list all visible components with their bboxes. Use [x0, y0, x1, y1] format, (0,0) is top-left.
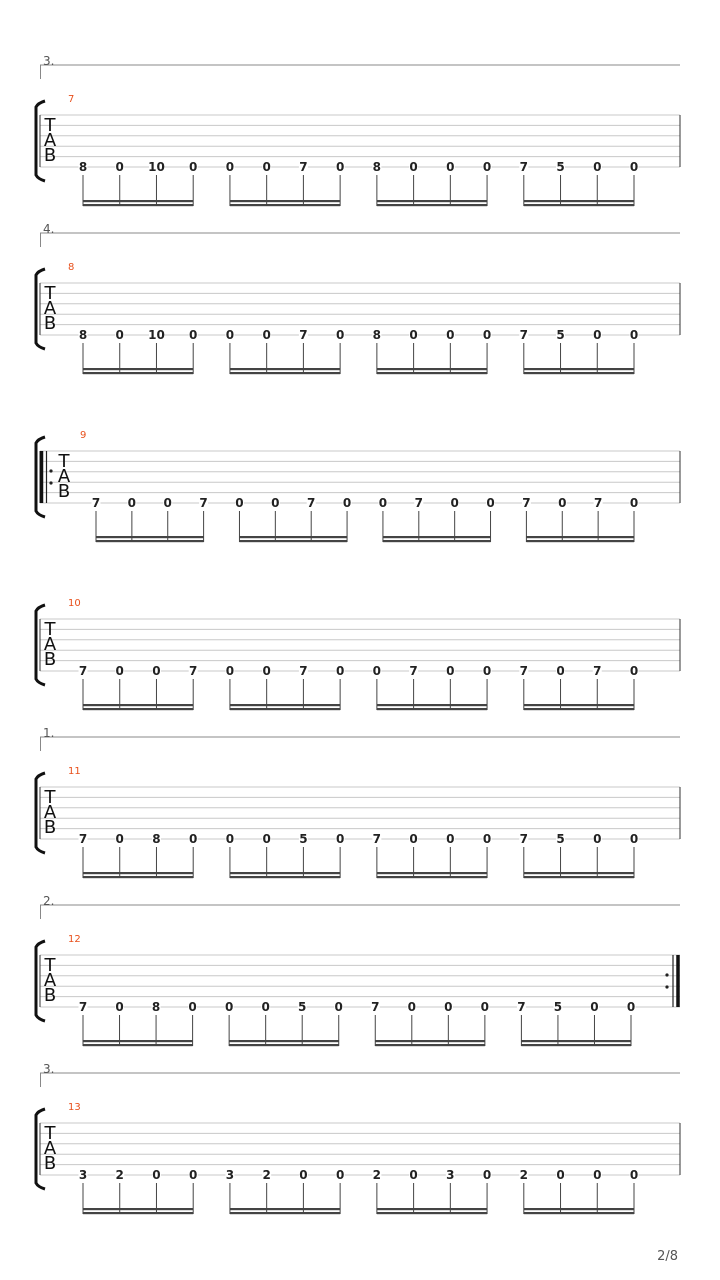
fret-number: 0: [378, 496, 388, 510]
fret-number: 0: [482, 160, 492, 174]
fret-number: 0: [593, 832, 602, 846]
tab-clef-letter-t: T: [44, 115, 56, 136]
beam: [83, 372, 193, 374]
tab-system: [36, 1062, 680, 1214]
beam: [229, 1040, 339, 1042]
fret-number: 7: [522, 496, 531, 510]
fret-number: 8: [372, 328, 382, 342]
fret-number: 0: [262, 664, 271, 678]
volta-label: 1.: [43, 726, 55, 740]
fret-number: 3: [446, 1168, 455, 1182]
beam: [524, 368, 634, 370]
repeat-dot: [665, 985, 668, 988]
tab-clef-letter-t: T: [44, 1123, 56, 1144]
fret-number: 0: [450, 496, 459, 510]
fret-number: 0: [409, 160, 418, 174]
beam: [83, 1208, 193, 1210]
measure-number: 10: [68, 598, 81, 609]
fret-number: 0: [188, 1000, 197, 1014]
beam: [230, 872, 340, 874]
tab-clef-letter-b: B: [43, 313, 57, 334]
tab-system: [36, 598, 680, 710]
beam: [383, 540, 491, 542]
tab-clef-letter-a: A: [57, 466, 71, 487]
fret-number: 7: [593, 664, 602, 678]
fret-number: 0: [593, 328, 602, 342]
fret-number: 7: [519, 664, 528, 678]
fret-number: 0: [189, 1168, 198, 1182]
volta-label: 2.: [43, 894, 55, 908]
fret-number: 0: [115, 328, 124, 342]
beam: [524, 876, 634, 878]
fret-number: 7: [372, 832, 382, 846]
beam: [377, 1212, 487, 1214]
fret-number: 0: [629, 832, 639, 846]
fret-number: 0: [446, 832, 455, 846]
fret-number: 0: [127, 496, 137, 510]
tab-clef-letter-t: T: [44, 283, 56, 304]
measure-number: 9: [80, 430, 87, 441]
fret-number: 0: [446, 160, 455, 174]
fret-number: 2: [519, 1168, 528, 1182]
beam: [524, 1208, 634, 1210]
beam: [83, 1044, 193, 1046]
beam: [83, 704, 193, 706]
fret-number: 0: [235, 496, 244, 510]
beam: [83, 368, 193, 370]
beam: [83, 872, 193, 874]
beam: [377, 1208, 487, 1210]
fret-number: 0: [299, 1168, 308, 1182]
fret-number: 7: [78, 664, 88, 678]
tab-clef-letter-b: B: [43, 145, 57, 166]
fret-number: 0: [482, 1168, 492, 1182]
fret-number: 7: [91, 496, 101, 510]
beam: [83, 200, 193, 202]
repeat-dot: [49, 481, 52, 484]
fret-number: 0: [115, 664, 124, 678]
fret-number: 0: [629, 1168, 639, 1182]
beam: [377, 708, 487, 710]
fret-number: 0: [558, 496, 567, 510]
fret-number: 7: [593, 496, 603, 510]
beam: [524, 872, 634, 874]
fret-number: 0: [482, 664, 492, 678]
fret-number: 0: [629, 496, 639, 510]
fret-number: 7: [307, 496, 316, 510]
fret-number: 5: [556, 160, 565, 174]
fret-number: 7: [299, 664, 308, 678]
fret-number: 0: [115, 832, 124, 846]
fret-number: 0: [444, 1000, 453, 1014]
fret-number: 5: [298, 1000, 307, 1014]
fret-number: 7: [517, 1000, 526, 1014]
tab-clef-letter-a: A: [43, 802, 57, 823]
tab-clef-letter-a: A: [43, 298, 57, 319]
fret-number: 5: [556, 832, 565, 846]
fret-number: 5: [553, 1000, 563, 1014]
fret-number: 5: [299, 832, 308, 846]
fret-number: 0: [629, 328, 639, 342]
fret-number: 0: [152, 664, 161, 678]
fret-number: 0: [152, 1168, 161, 1182]
measure-number: 13: [68, 1102, 81, 1113]
repeat-dot: [665, 973, 668, 976]
beam: [83, 876, 193, 878]
fret-number: 3: [78, 1168, 88, 1182]
tab-clef-letter-b: B: [43, 1153, 57, 1174]
fret-number: 0: [409, 1168, 418, 1182]
fret-number: 0: [446, 664, 455, 678]
beam: [524, 708, 634, 710]
tab-clef-letter-b: B: [43, 649, 57, 670]
fret-number: 0: [334, 1000, 343, 1014]
tab-clef-letter-t: T: [44, 787, 56, 808]
fret-number: 0: [335, 160, 345, 174]
beam: [96, 536, 204, 538]
page-number: 2/8: [657, 1249, 678, 1264]
beam: [83, 708, 193, 710]
fret-number: 0: [626, 1000, 636, 1014]
beam: [375, 1044, 485, 1046]
tab-system: [36, 222, 680, 374]
beam: [377, 704, 487, 706]
tab-system: [36, 430, 680, 542]
beam: [524, 704, 634, 706]
fret-number: 0: [335, 328, 345, 342]
fret-number: 0: [115, 1000, 124, 1014]
fret-number: 0: [163, 496, 172, 510]
beam: [526, 540, 634, 542]
fret-number: 8: [372, 160, 382, 174]
fret-number: 0: [629, 160, 639, 174]
fret-number: 0: [189, 160, 198, 174]
beam: [524, 1212, 634, 1214]
tab-system: [36, 54, 680, 206]
fret-number: 0: [115, 160, 124, 174]
fret-number: 8: [152, 832, 161, 846]
fret-number: 0: [556, 1168, 565, 1182]
beam: [230, 372, 340, 374]
beam: [83, 1040, 193, 1042]
fret-number: 0: [593, 160, 602, 174]
fret-number: 10: [148, 328, 165, 342]
fret-number: 0: [225, 832, 235, 846]
beam: [229, 1044, 339, 1046]
tab-system: [36, 726, 680, 878]
beam: [383, 536, 491, 538]
fret-number: 5: [556, 328, 565, 342]
beam: [230, 876, 340, 878]
beam: [239, 540, 347, 542]
fret-number: 3: [225, 1168, 235, 1182]
measure-number: 8: [68, 262, 75, 273]
measure-number: 7: [68, 94, 75, 105]
fret-number: 0: [271, 496, 280, 510]
fret-number: 0: [407, 1000, 416, 1014]
fret-number: 7: [371, 1000, 380, 1014]
fret-number: 7: [414, 496, 423, 510]
beam: [377, 200, 487, 202]
fret-number: 0: [225, 664, 235, 678]
fret-number: 8: [78, 160, 88, 174]
fret-number: 2: [372, 1168, 382, 1182]
beam: [377, 372, 487, 374]
volta-label: 4.: [43, 222, 55, 236]
fret-number: 8: [78, 328, 88, 342]
beam: [83, 1212, 193, 1214]
fret-number: 0: [446, 328, 455, 342]
beam: [230, 200, 340, 202]
fret-number: 0: [482, 832, 492, 846]
fret-number: 0: [262, 832, 271, 846]
fret-number: 0: [224, 1000, 234, 1014]
measure-number: 11: [68, 766, 81, 777]
volta-label: 3.: [43, 1062, 55, 1076]
fret-number: 0: [335, 832, 345, 846]
fret-number: 10: [148, 160, 165, 174]
beam: [524, 200, 634, 202]
beam: [521, 1040, 631, 1042]
fret-number: 0: [225, 328, 235, 342]
tab-clef-letter-a: A: [43, 634, 57, 655]
fret-number: 0: [556, 664, 565, 678]
tab-clef-letter-t: T: [44, 955, 56, 976]
beam: [83, 204, 193, 206]
fret-number: 0: [372, 664, 382, 678]
tab-clef-letter-b: B: [57, 481, 71, 502]
fret-number: 0: [342, 496, 352, 510]
fret-number: 0: [486, 496, 495, 510]
beam: [377, 204, 487, 206]
beam: [96, 540, 204, 542]
volta-label: 3.: [43, 54, 55, 68]
tab-clef-letter-a: A: [43, 130, 57, 151]
fret-number: 7: [199, 496, 208, 510]
fret-number: 7: [189, 664, 198, 678]
fret-number: 7: [519, 328, 528, 342]
fret-number: 0: [189, 832, 198, 846]
beam: [524, 204, 634, 206]
measure-number: 12: [68, 934, 81, 945]
beam: [230, 704, 340, 706]
fret-number: 0: [262, 328, 271, 342]
tab-clef-letter-t: T: [44, 619, 56, 640]
beam: [377, 368, 487, 370]
beam: [230, 204, 340, 206]
fret-number: 0: [409, 328, 418, 342]
fret-number: 7: [78, 1000, 88, 1014]
fret-number: 0: [335, 664, 345, 678]
fret-number: 0: [261, 1000, 270, 1014]
fret-number: 0: [335, 1168, 345, 1182]
fret-number: 0: [629, 664, 639, 678]
beam: [230, 1208, 340, 1210]
fret-number: 0: [593, 1168, 602, 1182]
fret-number: 7: [519, 832, 528, 846]
fret-number: 0: [590, 1000, 599, 1014]
fret-number: 7: [409, 664, 418, 678]
fret-number: 0: [480, 1000, 490, 1014]
tab-clef-letter-a: A: [43, 970, 57, 991]
tab-clef-letter-a: A: [43, 1138, 57, 1159]
tab-clef-letter-b: B: [43, 985, 57, 1006]
fret-number: 0: [225, 160, 235, 174]
tab-clef-letter-t: T: [58, 451, 70, 472]
fret-number: 7: [299, 160, 308, 174]
fret-number: 2: [262, 1168, 271, 1182]
fret-number: 7: [78, 832, 88, 846]
fret-number: 0: [189, 328, 198, 342]
beam: [230, 1212, 340, 1214]
beam: [524, 372, 634, 374]
beam: [239, 536, 347, 538]
fret-number: 2: [115, 1168, 124, 1182]
beam: [526, 536, 634, 538]
fret-number: 8: [151, 1000, 161, 1014]
repeat-dot: [49, 469, 52, 472]
beam: [230, 708, 340, 710]
beam: [375, 1040, 485, 1042]
fret-number: 0: [262, 160, 271, 174]
beam: [377, 872, 487, 874]
fret-number: 0: [409, 832, 418, 846]
beam: [521, 1044, 631, 1046]
beam: [377, 876, 487, 878]
fret-number: 7: [299, 328, 308, 342]
beam: [230, 368, 340, 370]
fret-number: 0: [482, 328, 492, 342]
fret-number: 7: [519, 160, 528, 174]
tab-system: [36, 894, 680, 1046]
tab-clef-letter-b: B: [43, 817, 57, 838]
